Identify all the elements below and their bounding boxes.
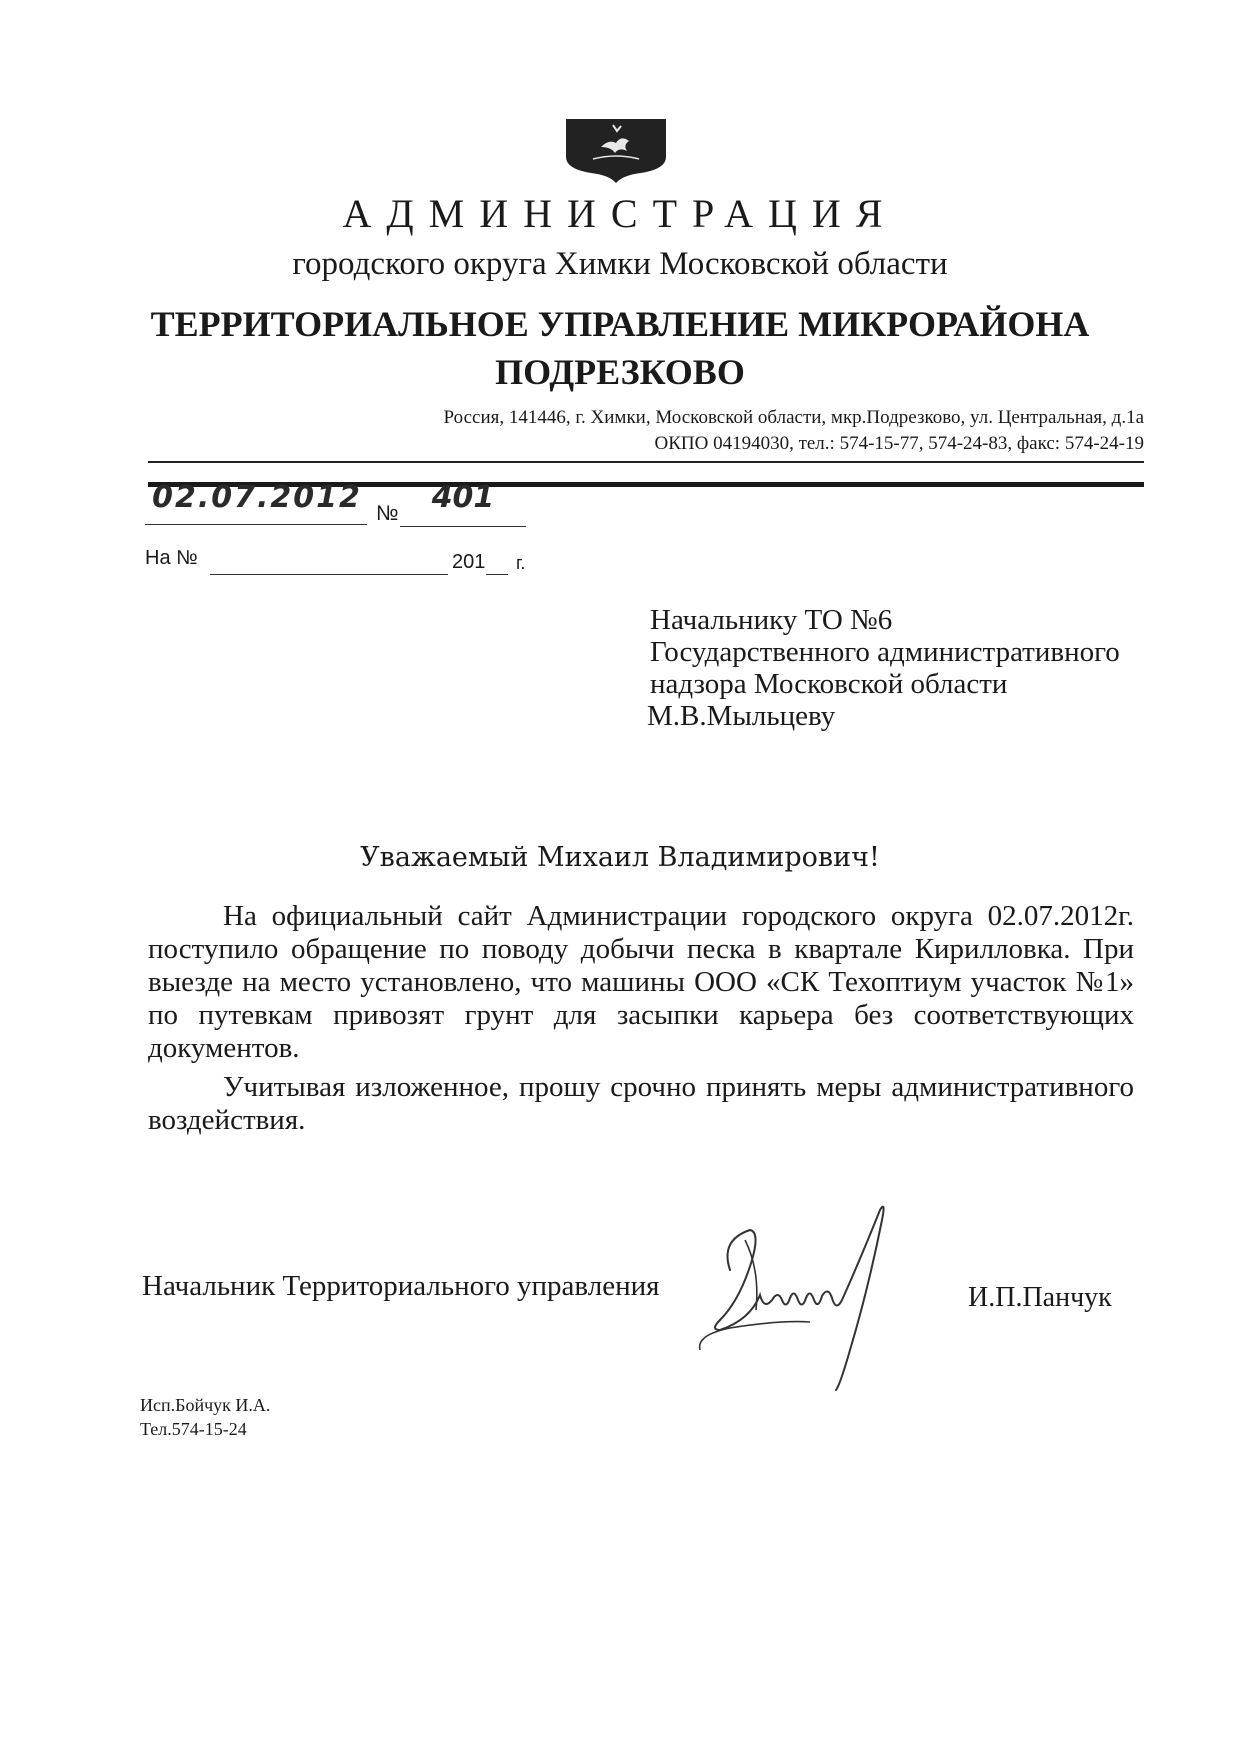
outgoing-number: 401	[431, 480, 495, 515]
handwritten-signature-icon	[690, 1200, 930, 1400]
reply-year-underline	[486, 574, 508, 575]
address-line1: Россия, 141446, г. Химки, Московской области, мкр.Подрезково, ул. Центральная, д.1а	[443, 407, 1144, 428]
letter-body	[148, 900, 1134, 1137]
executor-phone: Тел.574-15-24	[140, 1419, 247, 1439]
date-underline	[145, 524, 367, 525]
addressee-line2: Государственного административного	[650, 636, 1120, 668]
header-department	[0, 300, 1240, 396]
header-divider-thin	[148, 461, 1144, 463]
header-department-line1: ТЕРРИТОРИАЛЬНОЕ УПРАВЛЕНИЕ МИКРОРАЙОНА	[150, 304, 1090, 344]
reply-reference-label: На №	[145, 547, 198, 569]
addressee-line1: Начальнику ТО №6	[650, 604, 893, 636]
header-administration: АДМИНИСТРАЦИЯ	[342, 191, 898, 236]
addressee-line4: М.В.Мыльцеву	[647, 700, 836, 732]
addressee-line3: надзора Московской области	[650, 668, 1008, 700]
address-line2: ОКПО 04194030, тел.: 574-15-77, 574-24-83, факс: 574-24-19	[654, 433, 1144, 454]
header-address	[244, 405, 1144, 457]
reply-year-suffix: г.	[516, 553, 526, 573]
body-paragraph-1: На официальный сайт Администрации городского округа 02.07.2012г. поступило обращение по поводу добычи песка в квартале Кирилловка. При выезде на место установлено, что машины ООО «СК Техоптиум участок №1» по путевкам привозят грунт для засыпки карьера без соответствующих документов.	[148, 900, 1134, 1064]
addressee-block	[647, 604, 1120, 732]
executor-name: Исп.Бойчук И.А.	[140, 1395, 271, 1415]
header-department-line2: ПОДРЕЗКОВО	[495, 352, 745, 392]
letter-greeting: Уважаемый Михаил Владимирович!	[360, 842, 880, 873]
outgoing-date: 02.07.2012	[152, 480, 362, 515]
reply-reference-underline	[210, 574, 448, 575]
body-paragraph-2: Учитывая изложенное, прошу срочно принять меры административного воздействия.	[148, 1071, 1134, 1136]
header-district: городского округа Химки Московской области	[292, 246, 948, 282]
coat-of-arms-emblem-icon	[563, 117, 669, 183]
reply-year-prefix: 201	[452, 551, 486, 573]
executor-info	[140, 1393, 270, 1441]
signatory-name: И.П.Панчук	[968, 1282, 1112, 1313]
outgoing-number-label: №	[376, 502, 399, 525]
number-underline	[400, 526, 526, 527]
signatory-title: Начальник Территориального управления	[142, 1270, 660, 1302]
